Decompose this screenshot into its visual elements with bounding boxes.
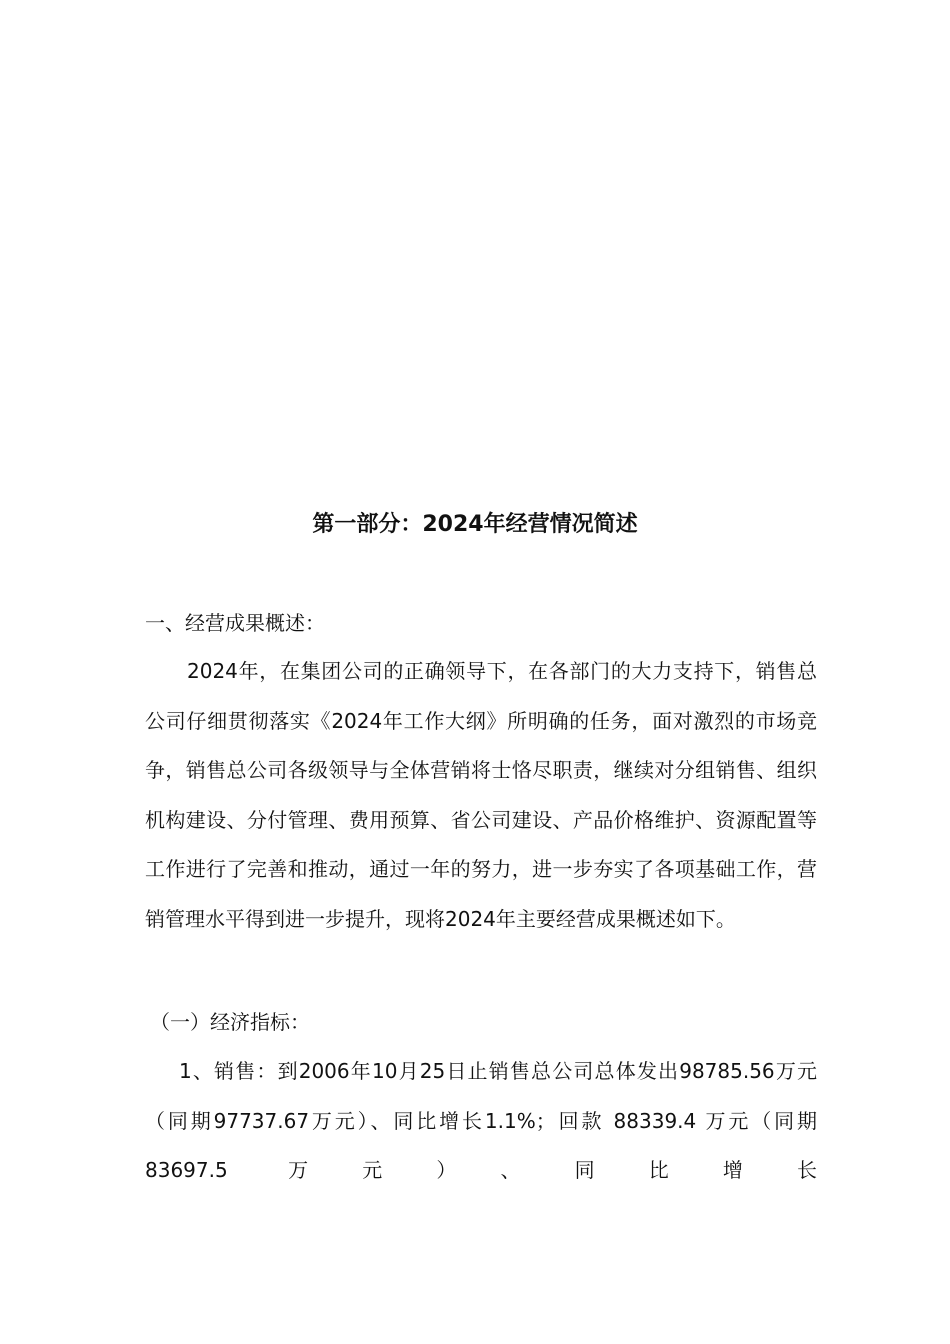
- body-paragraph-1: 2024年，在集团公司的正确领导下，在各部门的大力支持下，销售总公司仔细贯彻落实《2024年工作大纲》所明确的任务，面对激烈的市场竞争，销售总公司各级领导与全体营销将士恪尽职责，继续对分组销售、组织机构建设、分付管理、费用预算、省公司建设、产品价格维护、资源配置等工作进行了完善和推动，通过一年的努力，进一步夯实了各项基础工作，营销管理水平得到进一步提升，现将2024年主要经营成果概述如下。: [145, 659, 817, 931]
- body-paragraph-2: 1、销售：到2006年10月25日止销售总公司总体发出98785.56万元（同期97737.67万元）、同比增长1.1%；回款 88339.4 万元（同期 83697.5 万元）、同比增长: [145, 1059, 817, 1182]
- section-heading: 一、经营成果概述：: [145, 611, 325, 635]
- sub-heading: （一）经济指标：: [150, 1010, 310, 1034]
- document-title: 第一部分：2024年经营情况简述: [312, 512, 638, 537]
